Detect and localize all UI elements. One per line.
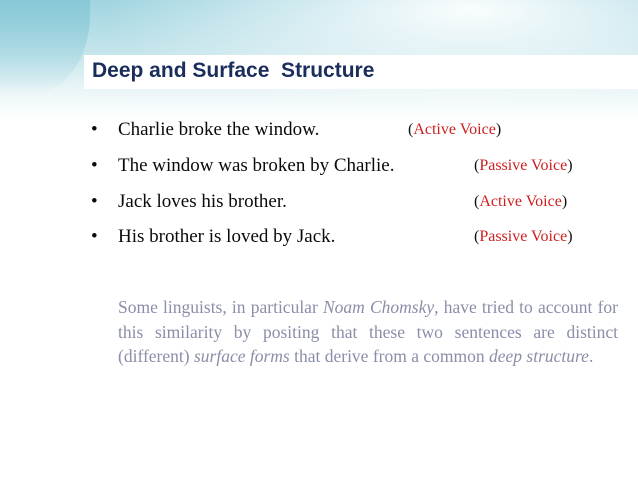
header-decoration [0, 0, 90, 95]
list-item [0, 153, 638, 179]
voice-label: Active Voice [479, 193, 562, 210]
bullet-marker: • [91, 155, 98, 176]
voice-annotation: (Passive Voice) [474, 157, 573, 174]
bullet-sentence: His brother is loved by Jack. [118, 226, 336, 247]
list-item [0, 189, 638, 215]
bullet-marker: • [91, 191, 98, 212]
term-deep-structure: deep structure [488, 346, 589, 366]
chomsky-name: Noam Chomsky [322, 297, 435, 317]
voice-label: Active Voice [413, 121, 496, 138]
bullet-sentence: Charlie broke the window. [118, 119, 320, 140]
voice-label: Passive Voice [479, 157, 568, 174]
explanation-paragraph: Some linguists, in particular Noam Chomsky, have tried to account for this similarity by positing that these two sentences are distinct (different) surface forms that derive from a common deep structure. [118, 297, 618, 366]
voice-annotation: (Active Voice) [408, 121, 502, 138]
slide-title: Deep and Surface Structure [92, 59, 375, 82]
voice-annotation: (Active Voice) [474, 193, 568, 210]
list-item [0, 224, 638, 250]
bullet-sentence: Jack loves his brother. [118, 191, 287, 212]
bullet-marker: • [91, 119, 98, 140]
bullet-sentence: The window was broken by Charlie. [118, 155, 395, 176]
bullet-marker: • [91, 226, 98, 247]
voice-label: Passive Voice [479, 228, 568, 245]
voice-annotation: (Passive Voice) [474, 228, 573, 245]
list-item [0, 117, 638, 143]
term-surface-forms: surface forms [193, 346, 290, 366]
